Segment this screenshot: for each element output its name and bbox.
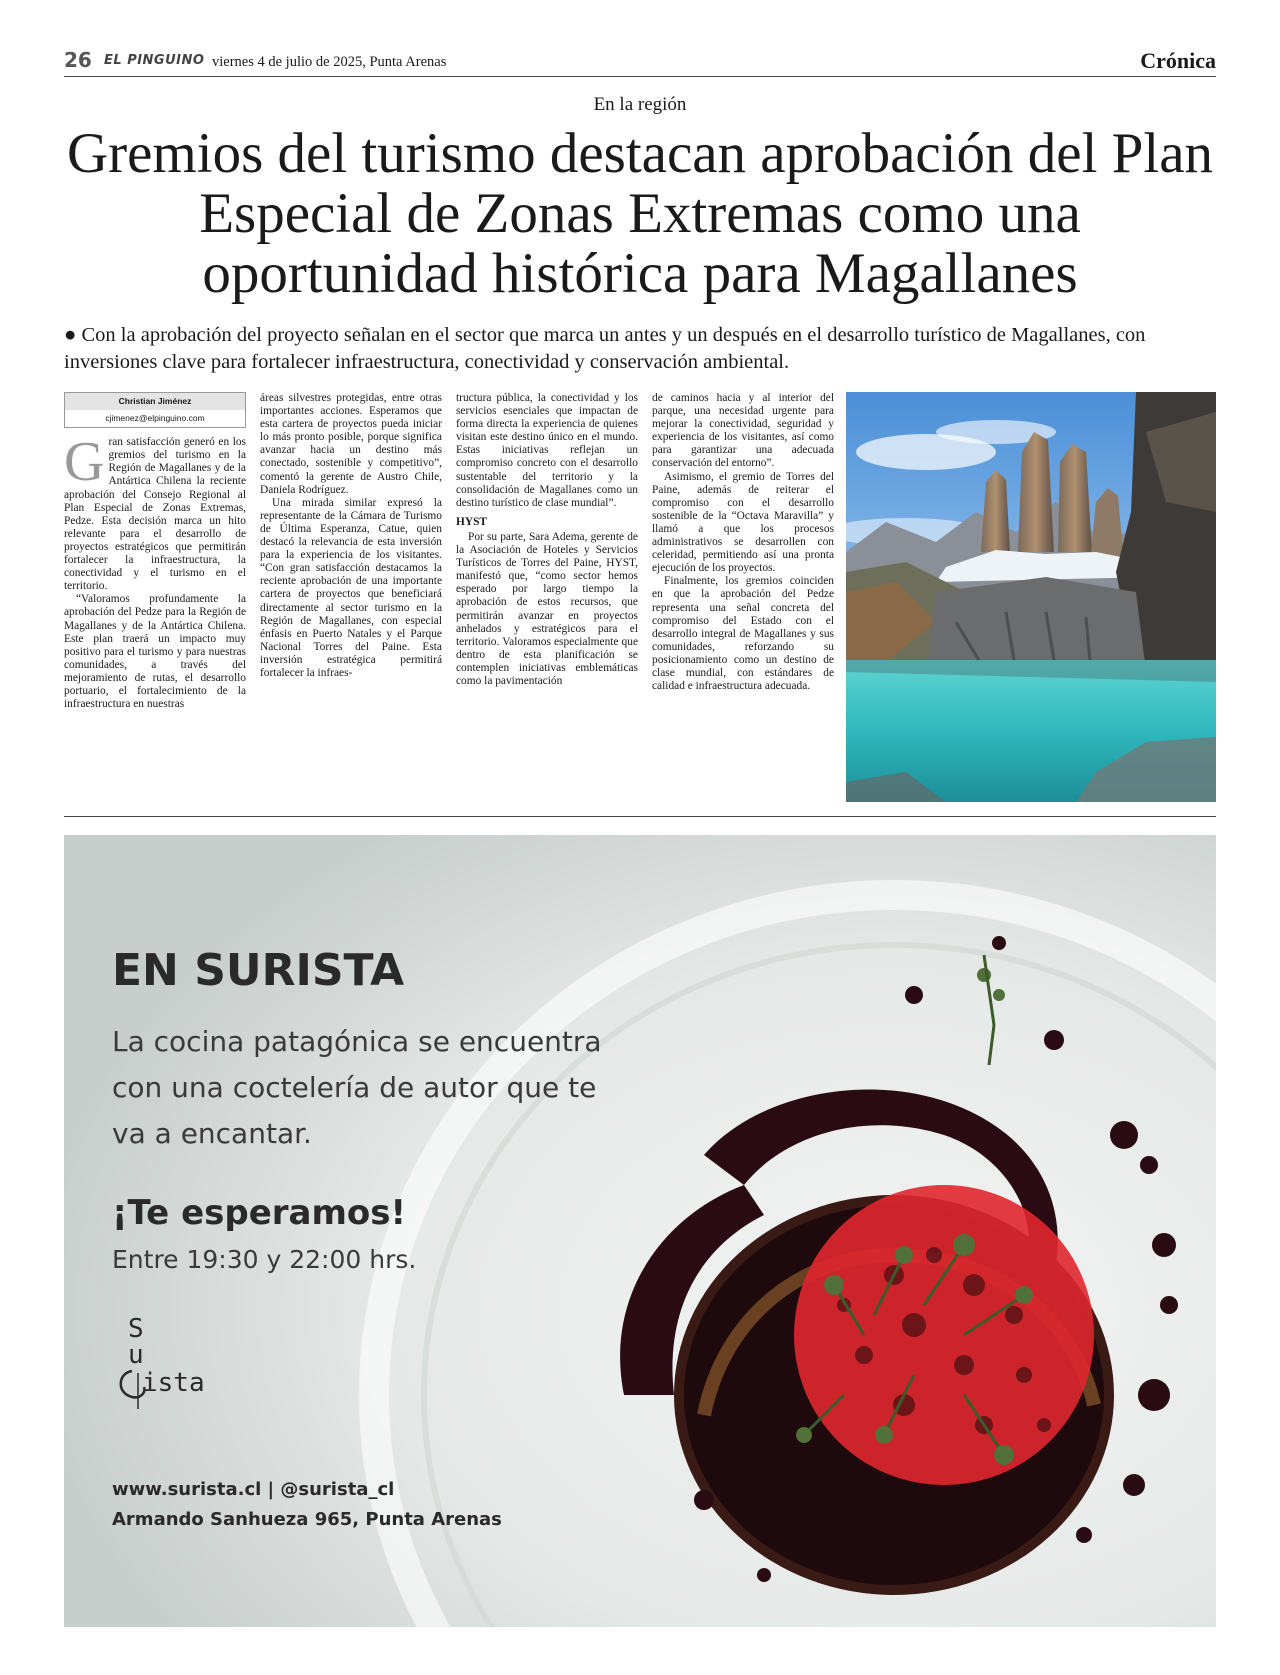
svg-text:ista: ista <box>142 1368 205 1398</box>
svg-text:S: S <box>128 1314 144 1344</box>
section-divider <box>64 816 1216 817</box>
article-paragraph: Asimismo, el gremio de Torres del Paine, además de reiterar el compromiso con el desarrollo sostenible de la “Octava Maravilla” y llamó a que los procesos administrativos se desarrollen con celeridad, permitiendo así una pronta ejecución de los proyectos. <box>652 470 834 575</box>
page-number: 26 <box>64 48 92 72</box>
article-paragraph: “Valoramos profundamente la aprobación del Pedze para la Región de Magallanes y de la Antártica Chilena. Este plan traerá un impacto muy positivo para el turismo y para nuestras comunidades, a través del mejoramiento de rutas, el desarrollo portuario, el fortalecimiento de la infraestructura en nuestras <box>64 593 246 711</box>
surista-advertisement <box>64 835 1216 1627</box>
article-kicker: En la región <box>593 94 687 115</box>
date-line: viernes 4 de julio de 2025, Punta Arenas <box>212 54 447 70</box>
article-photo-torres-del-paine <box>846 392 1216 802</box>
article-paragraph: Gran satisfacción generó en los gremios del turismo en la Región de Magallanes y de la Antártica Chilena la reciente aprobación del Consejo Regional al Plan Especial de Zonas Extremas, Pedze. Esta decisión marca un hito relevante para el desarrollo de proyectos estratégicos que permitirán fortalecer la infraestructura, la conectividad y el turismo en el territorio. <box>64 431 246 593</box>
ad-hours: Entre 19:30 y 22:00 hrs. <box>112 1245 417 1274</box>
article-column-1 <box>64 392 246 711</box>
ad-address: Armando Sanhueza 965, Punta Arenas <box>112 1509 502 1530</box>
article-paragraph: Por su parte, Sara Adema, gerente de la Asociación de Hoteles y Servicios Turísticos de Torres del Paine, HYST, manifestó que, “como sector hemos esperado por largo tiempo la aprobación de estos recursos, que permitirán avanzar en proyectos anhelados y estratégicos para el territorio. Valoramos especialmente que dentro de esta planificación se contemplen iniciativas emblemáticas como la pavimentación <box>456 530 638 687</box>
article-paragraph: tructura pública, la conectividad y los servicios esenciales que impactan de forma directa la experiencia de quienes visitan este destino único en el mundo. Estas iniciativas reflejan un compromiso concreto con el desarrollo sustentable del territorio y la consolidación de Magallanes como un destino turístico de clase mundial”. <box>456 392 638 509</box>
section-name: Crónica <box>1140 48 1216 73</box>
ad-body: La cocina patagónica se encuentra con una coctelería de autor que te va a encantar. <box>112 1025 602 1150</box>
surista-logo <box>112 1313 272 1409</box>
article-subhead: HYST <box>456 515 488 528</box>
mountain-lake-illustration <box>846 392 1216 802</box>
page-header <box>64 48 1216 77</box>
byline-email: cjimenez@elpinguino.com <box>105 413 205 424</box>
article-column-4 <box>652 392 834 693</box>
ad-website-social: www.surista.cl | @surista_cl <box>112 1479 395 1500</box>
article-column-2 <box>260 392 442 680</box>
byline-author: Christian Jiménez <box>65 393 245 410</box>
ad-title: EN SURISTA <box>112 945 405 996</box>
article-paragraph: Una mirada similar expresó la representante de la Cámara de Turismo de Última Esperanza, Catue, quien destacó la relevancia de esta inversión para la experiencia de los visitantes. “Con gran satisfacción destacamos la reciente aprobación de una importante cartera de proyectos que beneficiará directamente al sector turismo en la Región de Magallanes, con especial énfasis en Puerto Natales y el Parque Nacional Torres del Paine. Esta inversión estratégica permitirá fortalecer la infraes- <box>260 496 442 679</box>
article-paragraph: áreas silvestres protegidas, entre otras importantes acciones. Esperamos que esta cartera de proyectos pueda iniciar lo más pronto posible, porque significa avanzar hacia un destino más conectado, sostenible y competitivo”, comentó la gerente de Austro Chile, Daniela Rodríguez. <box>260 392 442 496</box>
drop-cap: G <box>64 431 105 494</box>
article-paragraph: Finalmente, los gremios coinciden en que la aprobación del Pedze representa una señal concreta del compromiso del Estado con el desarrollo integral de Magallanes y sus comunidades, reforzando su posicionamiento como un destino de clase mundial, con estándares de calidad e infraestructura adecuada. <box>652 575 834 693</box>
svg-text:u: u <box>128 1340 144 1370</box>
article-lead: ● Con la aprobación del proyecto señalan en el sector que marca un antes y un después en el desarrollo turístico de Magallanes, con inversiones clave para fortalecer infraestructura, conectividad y conservación ambiental. <box>64 324 1146 373</box>
paper-logo: EL PINGUINO <box>104 53 205 68</box>
article-headline: Gremios del turismo destacan aprobación del Plan Especial de Zonas Extremas como una oportunidad histórica para Magallanes <box>66 122 1213 305</box>
byline <box>64 392 246 428</box>
ad-cta: ¡Te esperamos! <box>112 1193 407 1233</box>
article-column-3 <box>456 392 638 688</box>
article-paragraph: de caminos hacia y al interior del parque, una necesidad urgente para mejorar la conectividad, seguridad y experiencia de los visitantes, así como para garantizar una adecuada conservación del entorno”. <box>652 392 834 470</box>
